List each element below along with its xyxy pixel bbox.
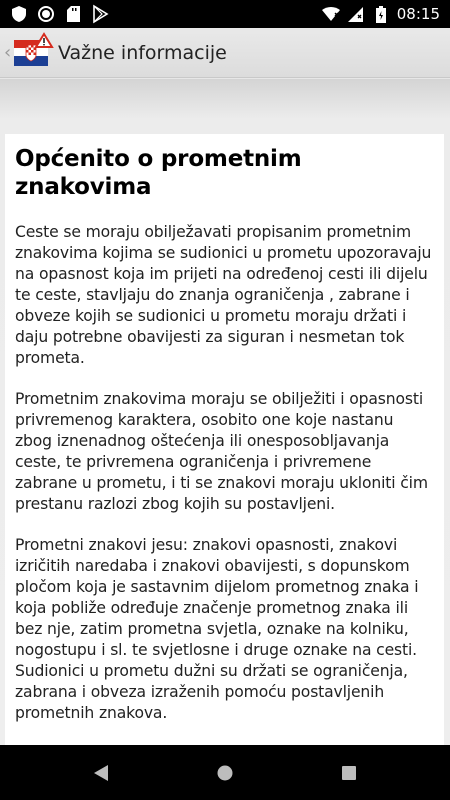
wifi-icon xyxy=(322,5,340,23)
signal-icon xyxy=(347,5,365,23)
up-navigation-icon[interactable]: ‹ xyxy=(4,42,12,63)
croatia-flag-warning-icon[interactable] xyxy=(14,34,52,72)
status-time: 08:15 xyxy=(396,5,440,23)
circle-dot-icon xyxy=(37,5,55,23)
battery-icon xyxy=(372,5,390,23)
shield-icon xyxy=(10,5,28,23)
article-heading: Općenito o prometnim znakovima xyxy=(15,146,302,200)
back-triangle-icon[interactable] xyxy=(89,761,113,785)
article-paragraph-1: Ceste se moraju obilježavati propisanim prometnim znakovima kojima se sudionici u prometu upozoravaju na opasnost koja im prijeti na određenoj cesti ili dijelu te ceste, stavljaju do znanja ograničenja , zabrane i obveze kojih se sudionici u prometu moraju držati i daju potrebne obavijesti za siguran i nesmetan tok prometa. xyxy=(15,223,432,367)
recents-square-icon[interactable] xyxy=(337,761,361,785)
status-system xyxy=(322,5,440,23)
status-notifications xyxy=(10,5,109,23)
article-paragraph-2: Prometnim znakovima moraju se obilježiti i opasnosti privremenog karaktera, osobito one koje nastanu zbog iznenadnog oštećenja ili onesposobljavanja ceste, te privremena ograničenja i privremene zabrane u prometu, i ti se znakovi moraju ukloniti čim prestanu razlozi zbog kojih su postavljeni. xyxy=(15,390,428,513)
app-title: Važne informacije xyxy=(58,41,227,64)
home-circle-icon[interactable] xyxy=(213,761,237,785)
navigation-bar xyxy=(0,745,450,800)
content-area[interactable] xyxy=(0,79,450,745)
play-store-icon xyxy=(91,5,109,23)
status-bar xyxy=(0,0,450,28)
sd-card-icon xyxy=(64,5,82,23)
article-card[interactable] xyxy=(5,134,444,754)
article-paragraph-3: Prometni znakovi jesu: znakovi opasnosti, znakovi izričitih naredaba i znakovi obavijesti, s dopunskom pločom koja je sastavnim dijelom prometnog znaka i koja pobliže određuje značenje prometnog znaka ili bez nje, zatim prometna svjetla, oznake na kolniku, nogostupu i sl. te svjetlosne i druge oznake na cesti. Sudionici u prometu dužni su držati se ograničenja, zabrana i obveza izraženih pomoću postavljenih prometnih znakova. xyxy=(15,536,419,722)
action-bar xyxy=(0,28,450,78)
